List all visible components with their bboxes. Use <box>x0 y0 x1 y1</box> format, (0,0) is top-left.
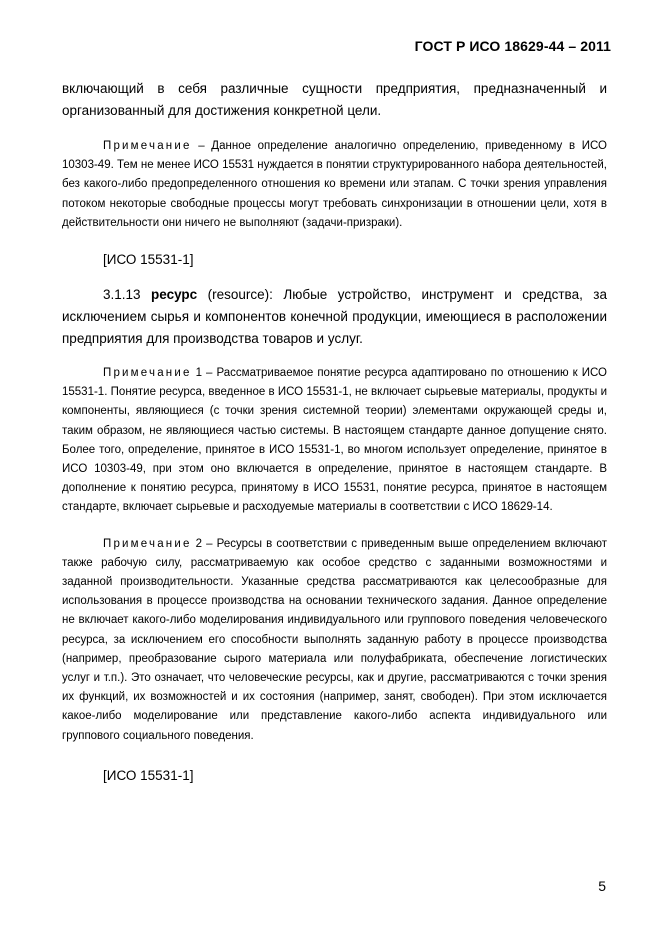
note-text: – Данное определение аналогично определению, приведенному в ИСО 10303-49. Тем не менее ИСО 15531 нуждается в понятии структурированного набора деятельностей, без какого-либо предопределенного отношения ко времени или этапам. С точки зрения управления потоком некоторые свободные процессы могут требовать синхронизации в отношении цели, хотя в действительности они ничего не выполняют (задачи-призраки). <box>62 140 607 229</box>
page-number: 5 <box>598 878 606 894</box>
reference-citation: [ИСО 15531-1] <box>103 252 194 268</box>
note-text: 2 – Ресурсы в соответствии с приведенным выше определением включают также рабочую силу, рассматриваемую как особое средство с заданными возможностями и заданной производительности. Указанные средства рассматриваются как целесообразные для использования в процессе производства на основании технического задания. Данное определение не включает какого-либо моделирования индивидуального или группового поведения человеческого ресурса, за исключением его способности выполнять заданную работу в процессе производства (например, преобразование сырого материала или полуфабриката, обеспечение логистических услуг и т.п.). Это означает, что человеческие ресурсы, как и другие, рассматриваются с точки зрения их функций, их возможностей и их состояния (например, занят, свободен). При этом исключается какое-либо моделирование или представление какого-либо аспекта индивидуального или группового социального поведения. <box>62 537 607 742</box>
note-label: Примечание <box>103 537 192 550</box>
note-paragraph <box>62 364 607 518</box>
paragraph-continuation: включающий в себя различные сущности предприятия, предназначенный и организованный для достижения конкретной цели. <box>62 81 607 118</box>
note-label: Примечание <box>103 367 192 380</box>
term-number: 3.1.13 <box>103 287 151 303</box>
note-label: Примечание <box>103 140 192 152</box>
document-header: ГОСТ Р ИСО 18629-44 – 2011 <box>414 38 611 54</box>
term-definition <box>62 284 607 350</box>
note-paragraph <box>62 137 607 233</box>
reference-citation: [ИСО 15531-1] <box>103 767 194 783</box>
note-paragraph <box>62 535 607 746</box>
term-text: (resource): Любые устройство, инструмент и средства, за исключением сырья и компонентов конечной продукции, имеющиеся в расположении предприятия для производства товаров и услуг. <box>62 287 607 347</box>
term-name: ресурс <box>151 287 198 303</box>
note-text: 1 – Рассматриваемое понятие ресурса адаптировано по отношению к ИСО 15531-1. Понятие ресурса, введенное в ИСО 15531-1, не включает сырьевые материалы, продукты и компоненты, являющиеся (с точки зрения системной теории) элементами окружающей среды и, таким образом, не являющиеся частью системы. В настоящем стандарте данное допущение снято. Более того, определение, принятое в ИСО 15531-1, во многом использует определение, принятое в ИСО 10303-49, при этом оно включается в определение, принятое в настоящем стандарте. В дополнение к понятию ресурса, принятому в ИСО 15531, понятие ресурса, принятое в настоящем стандарте, включает сырьевые и расходуемые материалы в соответствии с ИСО 18629-14. <box>62 367 607 514</box>
document-body <box>62 78 607 787</box>
